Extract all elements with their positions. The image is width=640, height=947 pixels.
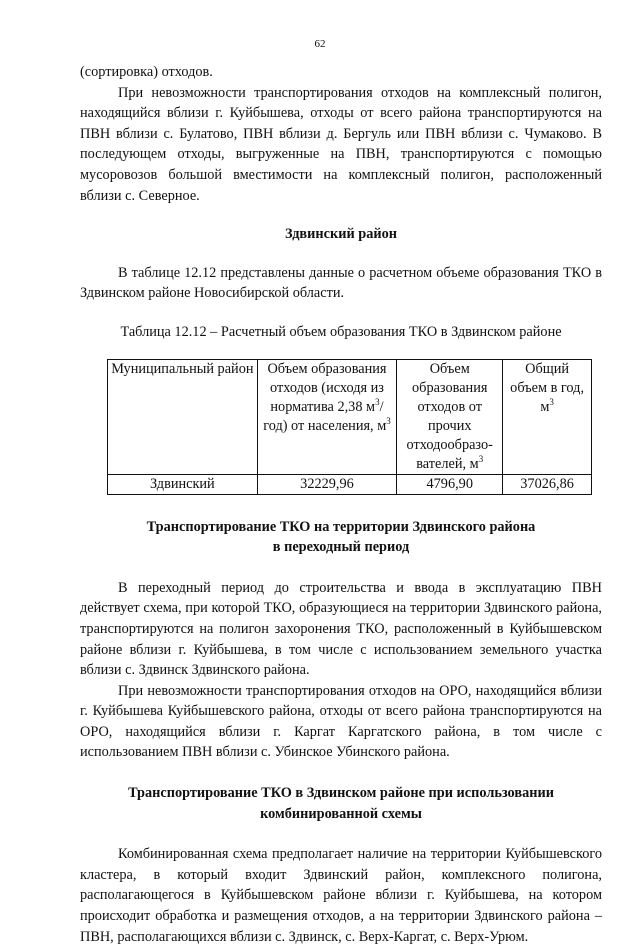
combined-heading bbox=[80, 783, 602, 824]
table-header-row bbox=[108, 359, 592, 474]
transitional-paragraph-2: При невозможности транспортирования отходов на ОРО, находящийся вблизи г. Куйбышева Куйбышевского района, отходы от всего района транспортируются на ОРО, находящийся вблизи г. Каргат Каргатского района, в том числе с использованием ПВН вблизи с. Убинское Убинского района. bbox=[80, 682, 602, 761]
cell-population-volume: 32229,96 bbox=[257, 474, 397, 494]
transitional-title-line2: в переходный период bbox=[272, 539, 410, 556]
document-body bbox=[80, 62, 602, 947]
table-row bbox=[108, 474, 592, 494]
combined-title-line1: Транспортирование ТКО в Здвинском районе при использовании bbox=[128, 785, 554, 802]
intro-line: (сортировка) отходов. bbox=[80, 64, 213, 80]
intro-paragraph: При невозможности транспортирования отходов на комплексный полигон, находящийся вблизи г. Куйбышева, отходы от всего района транспортируются на ПВН вблизи с. Булатово, ПВН вблизи д. Бергуль или ПВН вблизи с. Чумаково. В последующем отходы, выгруженные на ПВН, транспортируются с помощью мусоровозов большой вместимости на комплексный полигон, расположенный вблизи с. Северное. bbox=[80, 84, 602, 204]
section-title: Здвинский район bbox=[285, 226, 397, 243]
cell-total-volume: 37026,86 bbox=[503, 474, 592, 494]
cell-other-volume: 4796,90 bbox=[397, 474, 503, 494]
waste-volume-table bbox=[107, 359, 592, 495]
transitional-heading bbox=[80, 517, 602, 558]
table-caption: Таблица 12.12 – Расчетный объем образования ТКО в Здвинском районе bbox=[120, 323, 562, 340]
section-paragraph: В таблице 12.12 представлены данные о расчетном объеме образования ТКО в Здвинском районе Новосибирской области. bbox=[80, 264, 602, 302]
page-number: 62 bbox=[314, 38, 326, 50]
combined-paragraph: Комбинированная схема предполагает наличие на территории Куйбышевского кластера, в который входит Здвинский район, комплексного полигона, располагающегося в Куйбышевском районе вблизи г. Куйбышева, на котором происходит обработка и размещения отходов, а на территории Здвинского района – ПВН, располагающихся вблизи с. Здвинск, с. Верх-Каргат, с. Верх-Урюм. bbox=[80, 846, 602, 945]
cell-district: Здвинский bbox=[108, 474, 258, 494]
header-total-volume: Общий объем в год, $м^3$ bbox=[503, 359, 592, 474]
combined-title-line2: комбинированной схемы bbox=[260, 805, 422, 822]
transitional-title-line1: Транспортирование ТКО на территории Здвинского района bbox=[146, 518, 536, 535]
transitional-paragraph-1: В переходный период до строительства и ввода в эксплуатацию ПВН действует схема, при которой ТКО, образующиеся на территории Здвинского района, транспортируются на полигон захоронения ТКО, расположенный в Куйбышевском районе вблизи г. Куйбышева, в том числе с использованием земельного участка вблизи с. Здвинск Здвинского района. bbox=[80, 579, 602, 679]
header-municipal-district: Муниципальный район bbox=[108, 359, 258, 474]
header-population-volume: Объем образования отходов (исходя из норматива 2,38 $м^3/год$) от населения, $м^3$ bbox=[257, 359, 397, 474]
header-other-volume: Объем образования отходов от прочих отходообразо-вателей, $м^3$ bbox=[397, 359, 503, 474]
